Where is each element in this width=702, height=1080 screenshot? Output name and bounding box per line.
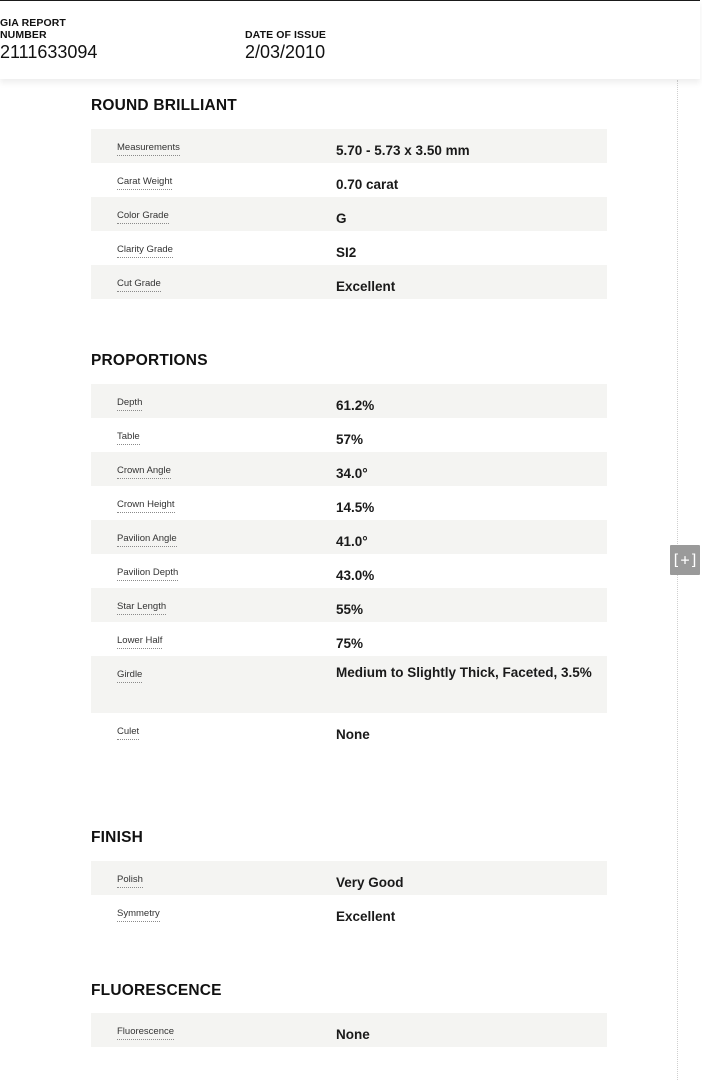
table-row: [91, 656, 607, 713]
row-value: 41.0°: [336, 534, 368, 549]
table-row: [91, 554, 607, 588]
table-row: [91, 486, 607, 520]
row-label[interactable]: Star Length: [117, 601, 166, 615]
finish-table: [91, 861, 607, 929]
row-label[interactable]: Cut Grade: [117, 278, 161, 292]
row-label[interactable]: Girdle: [117, 669, 142, 683]
row-value: G: [336, 211, 347, 226]
date-block: [245, 29, 326, 62]
row-label[interactable]: Polish: [117, 874, 143, 888]
row-value: 14.5%: [336, 500, 375, 515]
table-row: [91, 418, 607, 452]
page-divider: [677, 80, 678, 1080]
row-value: Excellent: [336, 279, 396, 294]
row-value: Very Good: [336, 875, 404, 890]
row-label[interactable]: Depth: [117, 397, 142, 411]
row-value: 75%: [336, 636, 364, 651]
section-title-proportions: PROPORTIONS: [91, 352, 208, 369]
fluorescence-table: [91, 1013, 607, 1047]
row-value: Excellent: [336, 909, 396, 924]
report-number-block: [0, 17, 97, 62]
row-value: 43.0%: [336, 568, 375, 583]
row-value: 61.2%: [336, 398, 375, 413]
table-row: [91, 197, 607, 231]
row-value: SI2: [336, 245, 357, 260]
row-label[interactable]: Pavilion Angle: [117, 533, 177, 547]
date-label: DATE OF ISSUE: [245, 29, 327, 41]
proportions-table: [91, 384, 607, 747]
section-title-finish: FINISH: [91, 829, 144, 846]
row-label[interactable]: Fluorescence: [117, 1026, 174, 1040]
table-row: [91, 384, 607, 418]
row-value: Medium to Slightly Thick, Faceted, 3.5%: [336, 665, 592, 680]
row-value: 34.0°: [336, 466, 368, 481]
table-row: [91, 622, 607, 656]
table-row: [91, 1013, 607, 1047]
row-value: 5.70 - 5.73 x 3.50 mm: [336, 143, 470, 158]
table-row: [91, 129, 607, 163]
row-value: None: [336, 727, 370, 742]
table-row: [91, 520, 607, 554]
row-label[interactable]: Crown Height: [117, 499, 175, 513]
report-header: [0, 0, 700, 79]
row-label[interactable]: Lower Half: [117, 635, 162, 649]
section-title-shape: ROUND BRILLIANT: [91, 97, 237, 114]
table-row: [91, 895, 607, 929]
issue-date: 2/03/2010: [245, 42, 326, 62]
row-label[interactable]: Measurements: [117, 142, 180, 156]
row-label[interactable]: Culet: [117, 726, 139, 740]
table-row: [91, 231, 607, 265]
row-value: 0.70 carat: [336, 177, 399, 192]
report-number-label: GIA REPORT NUMBER: [0, 17, 66, 41]
row-label[interactable]: Clarity Grade: [117, 244, 173, 258]
shape-table: [91, 129, 607, 299]
row-label[interactable]: Symmetry: [117, 908, 160, 922]
row-value: None: [336, 1027, 370, 1042]
report-number: 2111633094: [0, 42, 98, 62]
table-row: [91, 452, 607, 486]
section-title-fluorescence: FLUORESCENCE: [91, 982, 222, 999]
row-label[interactable]: Color Grade: [117, 210, 169, 224]
table-row: [91, 588, 607, 622]
table-row: [91, 861, 607, 895]
table-row: [91, 163, 607, 197]
row-value: 55%: [336, 602, 364, 617]
expand-button[interactable]: [+]: [670, 545, 700, 575]
row-label[interactable]: Pavilion Depth: [117, 567, 178, 581]
row-label[interactable]: Carat Weight: [117, 176, 172, 190]
row-value: 57%: [336, 432, 364, 447]
table-row: [91, 265, 607, 299]
row-label[interactable]: Crown Angle: [117, 465, 171, 479]
row-label[interactable]: Table: [117, 431, 140, 445]
table-row: [91, 713, 607, 747]
